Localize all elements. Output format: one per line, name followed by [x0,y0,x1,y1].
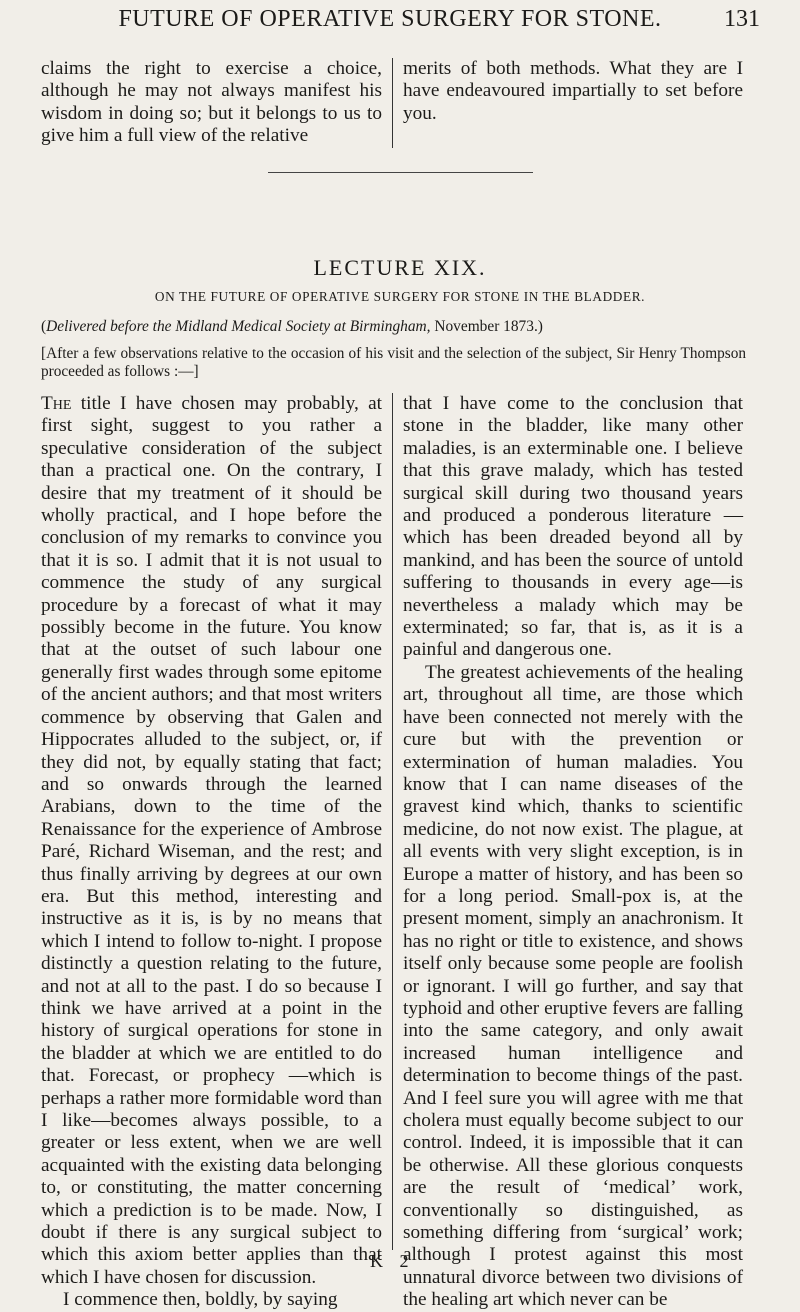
running-title: FUTURE OF OPERATIVE SURGERY FOR STONE. [118,6,662,32]
delivered-italic: Delivered before the Midland Medical Society at Birmingham, [46,318,431,335]
section-divider-rule [268,172,533,173]
intro-note: [After a few observations relative to the occasion of his visit and the selection of the subject, Sir Henry Thompson proceeded as follows :—] [41,345,746,380]
column-divider-top [392,58,393,148]
body-right-paragraph-2: The greatest achievements of the healing art, throughout all time, are those which have been connected not merely with the cure but with the prevention or extermination of human maladies. You know that I can name diseases of the gravest kind which, thanks to scientific medicine, do not now exist. The plague, at all events with very slight exception, is in Europe a matter of history, and has been so for a long period. Small-pox is, at the present moment, simply an anachronism. It has no right or title to existence, and shows itself only because some people are foolish or ignorant. I will go further, and say that typhoid and other eruptive fevers are falling into the same category, and only await increased human intelligence and determination to become things of the past. And I feel sure you will agree with me that cholera must equally become subject to our control. Indeed, it is impossible that it can be otherwise. All these glorious conquests are the result of ‘medical’ work, conventionally so distinguished, as something differing from ‘surgical’ work; although I protest against this most unnatural divorce between two divisions of the healing art which never can be [403,661,743,1311]
body-left-paragraph-2: I commence then, boldly, by saying [63,1289,338,1311]
page-number: 131 [724,6,760,32]
top-left-column [41,58,382,148]
signature-mark: K 2 [370,1251,415,1271]
column-divider-body [392,393,393,1250]
body-left-paragraph-1 [41,393,382,1289]
delivered-note [41,318,761,336]
body-right-paragraph-1: that I have come to the conclusion that stone in the bladder, like many other maladies, is an exterminable one. I believe that this grave malady, which has tested surgical skill during two thousand years and produced a ponderous literature —which has been dreaded beyond all by mankind, and has been the source of untold suffering to thousands in every age—is nevertheless a malady which may be exterminated; so far, that is, as it is a painful and dangerous one. [403,393,743,661]
top-right-paragraph: merits of both methods. What they are I have endeavoured impartially to set before you. [403,58,743,124]
body-left-p1-text: title I have chosen may probably, at first sight, suggest to you rather a speculative consideration of the subject than a practical one. On the contrary, I desire that my treatment of it should be wholly practical, and I hope before the conclusion of my remarks to convince you that it is so. I admit that it is not usual to commence the study of any surgical procedure by a forecast of what it may possibly become in the future. You know that at the outset of such labour one generally first wades through some epitome of the ancient authors; and that most writers commence by observing that Galen and Hippocrates alluded to the subject, or, if they did not, by equally stating that fact; and so onwards through the learned Arabians, down to the time of the Renaissance for the experience of Ambrose Paré, Richard Wiseman, and the rest; and thus finally arriving by degrees at our own era. But this method, interesting and instructive as it is, is by no means that which I intend to follow to-night. I propose distinctly a question relating to the future, and not at all to the past. I do so because I think we have arrived at a point in the history of surgical operations for stone in the bladder at which we are entitled to do that. Forecast, or prophecy —which is perhaps a rather more formidable word than I like—becomes always possible, to a greater or less extent, when we are well acquainted with the existing data belonging to, or constituting, the matter concerning which a prediction is to be made. Now, I doubt if there is any surgical subject to which this axiom better applies than that which I have chosen for discussion. [41,393,382,1288]
body-right-column [403,393,743,1312]
lecture-title: LECTURE XIX. [313,255,487,280]
opening-word: The [41,393,72,414]
body-left-column [41,393,382,1312]
top-right-column [403,58,743,125]
delivered-open-paren: ( [41,318,47,335]
delivered-date: November 1873.) [430,318,543,335]
top-left-paragraph: claims the right to exercise a choice, although he may not always manifest his wisdom in doing so; but it belongs to us to give him a full view of the relative [41,58,382,147]
lecture-subtitle: ON THE FUTURE OF OPERATIVE SURGERY FOR STONE IN THE BLADDER. [154,289,646,304]
